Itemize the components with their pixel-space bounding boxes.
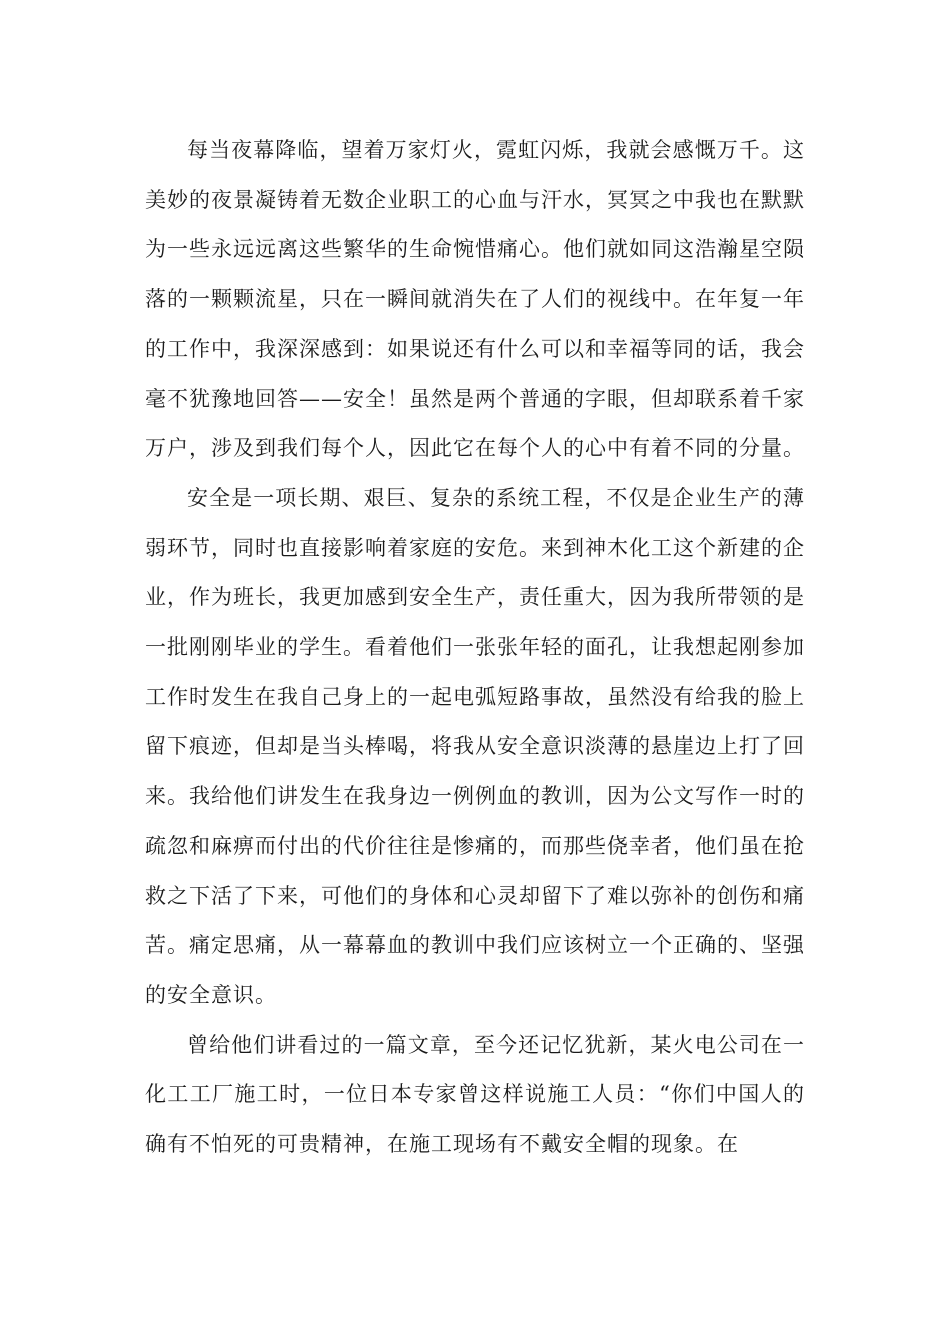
paragraph-1: 每当夜幕降临，望着万家灯火，霓虹闪烁，我就会感慨万千。这美妙的夜景凝铸着无数企业职工的心血与汗水，冥冥之中我也在默默为一些永远远离这些繁华的生命惋惜痛心。他们就如同这浩瀚星空陨落的一颗颗流星，只在一瞬间就消失在了人们的视线中。在年复一年的工作中，我深深感到：如果说还有什么可以和幸福等同的话，我会毫不犹豫地回答——安全！虽然是两个普通的字眼，但却联系着千家万户，涉及到我们每个人，因此它在每个人的心中有着不同的分量。: [145, 138, 805, 461]
paragraph-3: 曾给他们讲看过的一篇文章，至今还记忆犹新，某火电公司在一化工工厂施工时，一位日本专家曾这样说施工人员：“你们中国人的确有不怕死的可贵精神，在施工现场有不戴安全帽的现象。在: [145, 1032, 805, 1157]
document-body: [145, 126, 805, 1170]
paragraph-2: 安全是一项长期、艰巨、复杂的系统工程，不仅是企业生产的薄弱环节，同时也直接影响着家庭的安危。来到神木化工这个新建的企业，作为班长，我更加感到安全生产，责任重大，因为我所带领的是一批刚刚毕业的学生。看着他们一张张年轻的面孔，让我想起刚参加工作时发生在我自己身上的一起电弧短路事故，虽然没有给我的脸上留下痕迹，但却是当头棒喝，将我从安全意识淡薄的悬崖边上打了回来。我给他们讲发生在我身边一例例血的教训，因为公文写作一时的疏忽和麻痹而付出的代价往往是惨痛的，而那些侥幸者，他们虽在抢救之下活了下来，可他们的身体和心灵却留下了难以弥补的创伤和痛苦。痛定思痛，从一幕幕血的教训中我们应该树立一个正确的、坚强的安全意识。: [145, 485, 805, 1007]
